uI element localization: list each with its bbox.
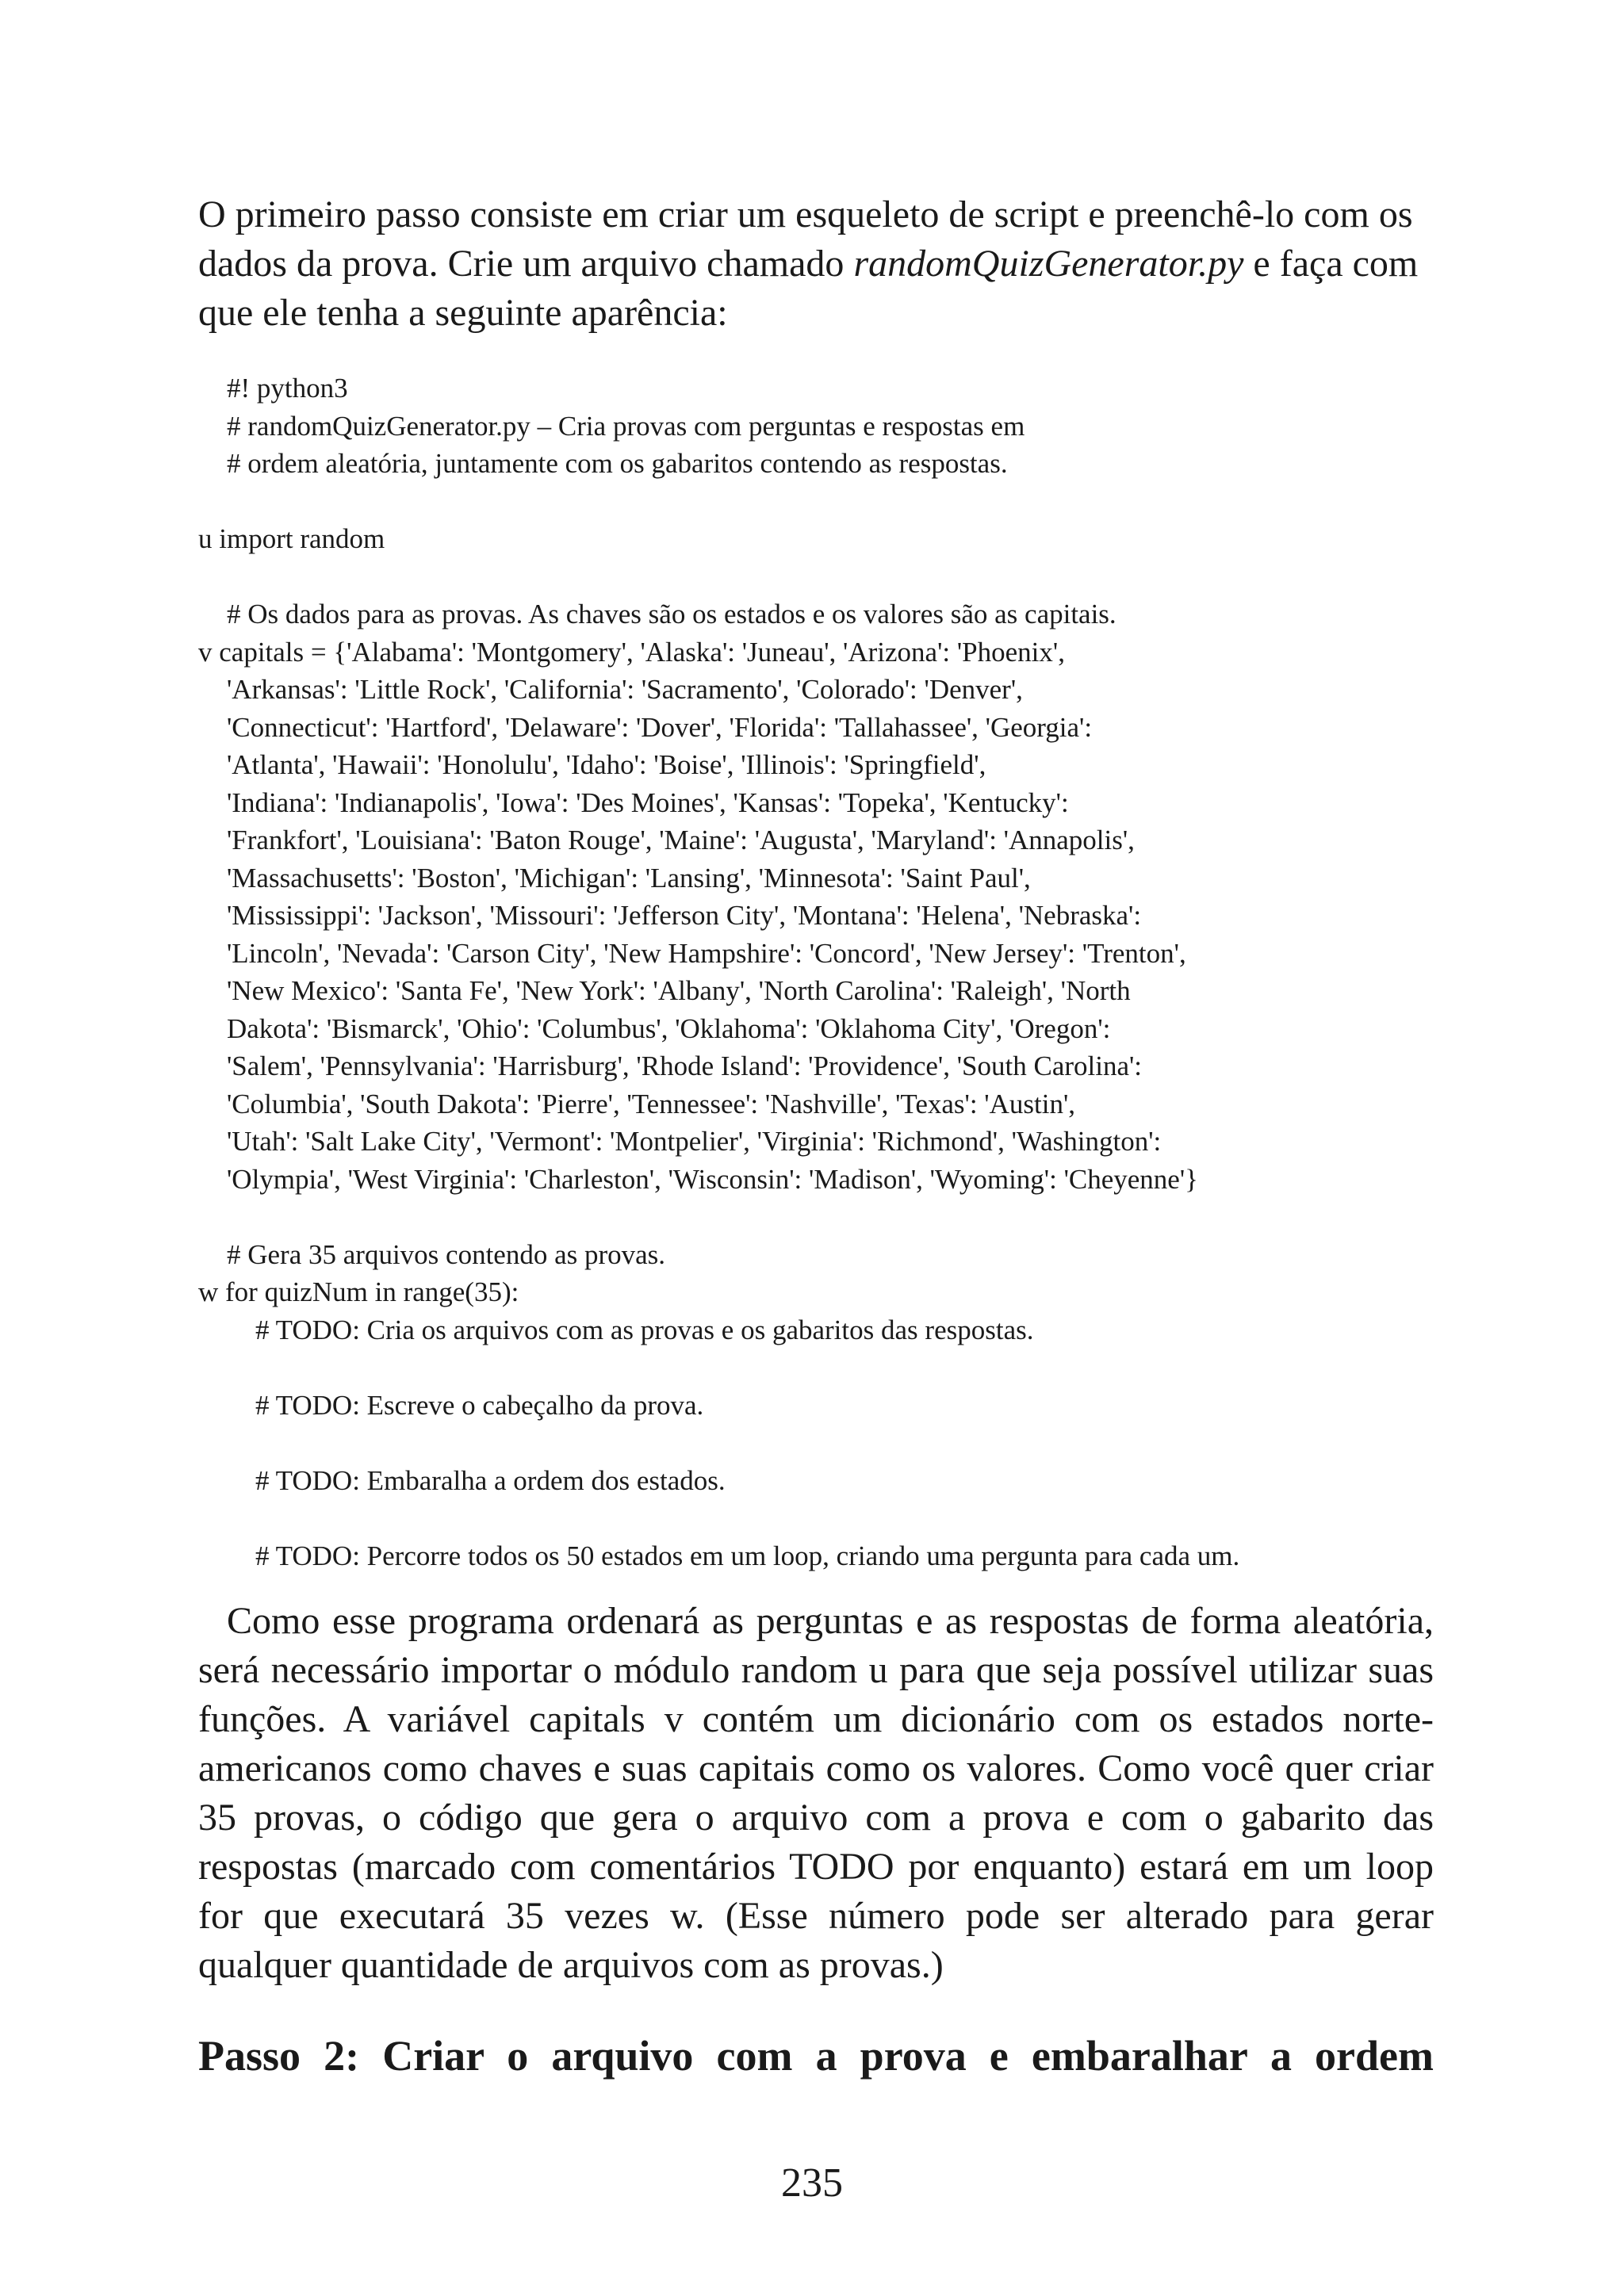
code-line: # TODO: Cria os arquivos com as provas e os gabaritos das respostas. (255, 1314, 1034, 1345)
code-line: v capitals = {'Alabama': 'Montgomery', 'Alaska': 'Juneau', 'Arizona': 'Phoenix', (198, 636, 1065, 668)
code-line: u import random (198, 523, 385, 554)
code-listing (198, 369, 1434, 1575)
intro-text-before: O primeiro passo consiste em criar um esqueleto de script e preenchê-lo com os dados da prova. Crie um arquivo chamado (198, 193, 1413, 285)
code-blank-line (198, 1349, 1434, 1387)
code-line: 'Salem', 'Pennsylvania': 'Harrisburg', 'Rhode Island': 'Providence', 'South Carolina': (227, 1050, 1143, 1081)
code-line: 'New Mexico': 'Santa Fe', 'New York': 'Albany', 'North Carolina': 'Raleigh', 'North (227, 975, 1131, 1006)
code-line: # TODO: Embaralha a ordem dos estados. (255, 1464, 726, 1496)
code-line: 'Lincoln', 'Nevada': 'Carson City', 'New Hampshire': 'Concord', 'New Jersey': 'Trenton', (227, 937, 1186, 969)
explanation-paragraph: Como esse programa ordenará as perguntas e as respostas de forma aleatória, será necessário importar o módulo random u para que seja possível utilizar suas funções. A variável capitals v contém um dicionário com os estados norte-americanos como chaves e suas capitais como os valores. Como você quer criar 35 provas, o código que gera o arquivo com a prova e com o gabarito das respostas (marcado com comentários TODO por enquanto) estará em um loop for que executará 35 vezes w. (Esse número pode ser alterado para gerar qualquer quantidade de arquivos com as provas.) (198, 1600, 1434, 1986)
page-body (198, 190, 1434, 2082)
code-blank-line (198, 558, 1434, 596)
code-line: # Os dados para as provas. As chaves são os estados e os valores são as capitais. (227, 599, 1116, 629)
code-line: # randomQuizGenerator.py – Cria provas com perguntas e respostas em (227, 410, 1025, 442)
code-line: # TODO: Escreve o cabeçalho da prova. (255, 1389, 704, 1421)
intro-filename: randomQuizGenerator.py (853, 243, 1244, 285)
code-line: 'Frankfort', 'Louisiana': 'Baton Rouge', 'Maine': 'Augusta', 'Maryland': 'Annapolis', (227, 825, 1135, 855)
code-line: 'Arkansas': 'Little Rock', 'California': 'Sacramento', 'Colorado': 'Denver', (227, 674, 1023, 705)
code-blank-line (198, 1198, 1434, 1236)
code-line: # Gera 35 arquivos contendo as provas. (227, 1238, 666, 1270)
code-blank-line (198, 1499, 1434, 1537)
code-line: 'Utah': 'Salt Lake City', 'Vermont': 'Montpelier', 'Virginia': 'Richmond', 'Washington': (227, 1126, 1162, 1157)
page-number: 235 (781, 2160, 843, 2206)
code-line: 'Connecticut': 'Hartford', 'Delaware': 'Dover', 'Florida': 'Tallahassee', 'Georgia': (227, 711, 1093, 743)
intro-paragraph (198, 190, 1434, 338)
code-blank-line (198, 1424, 1434, 1462)
code-line: Dakota': 'Bismarck', 'Ohio': 'Columbus', 'Oklahoma': 'Oklahoma City', 'Oregon': (227, 1012, 1111, 1044)
intro-text-after: e faça com que ele tenha a seguinte aparência: (198, 243, 1419, 334)
code-line: 'Mississippi': 'Jackson', 'Missouri': 'Jefferson City', 'Montana': 'Helena', 'Nebraska': (227, 900, 1142, 931)
code-line: # TODO: Percorre todos os 50 estados em um loop, criando uma pergunta para cada um. (255, 1540, 1240, 1571)
code-line: 'Olympia', 'West Virginia': 'Charleston', 'Wisconsin': 'Madison', 'Wyoming': 'Cheyenne'} (227, 1163, 1198, 1195)
code-line: 'Indiana': 'Indianapolis', 'Iowa': 'Des Moines', 'Kansas': 'Topeka', 'Kentucky': (227, 786, 1069, 818)
code-line: # ordem aleatória, juntamente com os gabaritos contendo as respostas. (227, 448, 1008, 479)
section-heading: Passo 2: Criar o arquivo com a prova e embaralhar a ordem (198, 2032, 1434, 2080)
code-line: 'Columbia', 'South Dakota': 'Pierre', 'Tennessee': 'Nashville', 'Texas': 'Austin', (227, 1088, 1076, 1119)
code-line: 'Massachusetts': 'Boston', 'Michigan': 'Lansing', 'Minnesota': 'Saint Paul', (227, 862, 1031, 894)
code-blank-line (198, 483, 1434, 521)
code-line: 'Atlanta', 'Hawaii': 'Honolulu', 'Idaho': 'Boise', 'Illinois': 'Springfield', (227, 749, 986, 780)
code-line: #! python3 (227, 373, 348, 404)
code-line: w for quizNum in range(35): (198, 1276, 519, 1307)
